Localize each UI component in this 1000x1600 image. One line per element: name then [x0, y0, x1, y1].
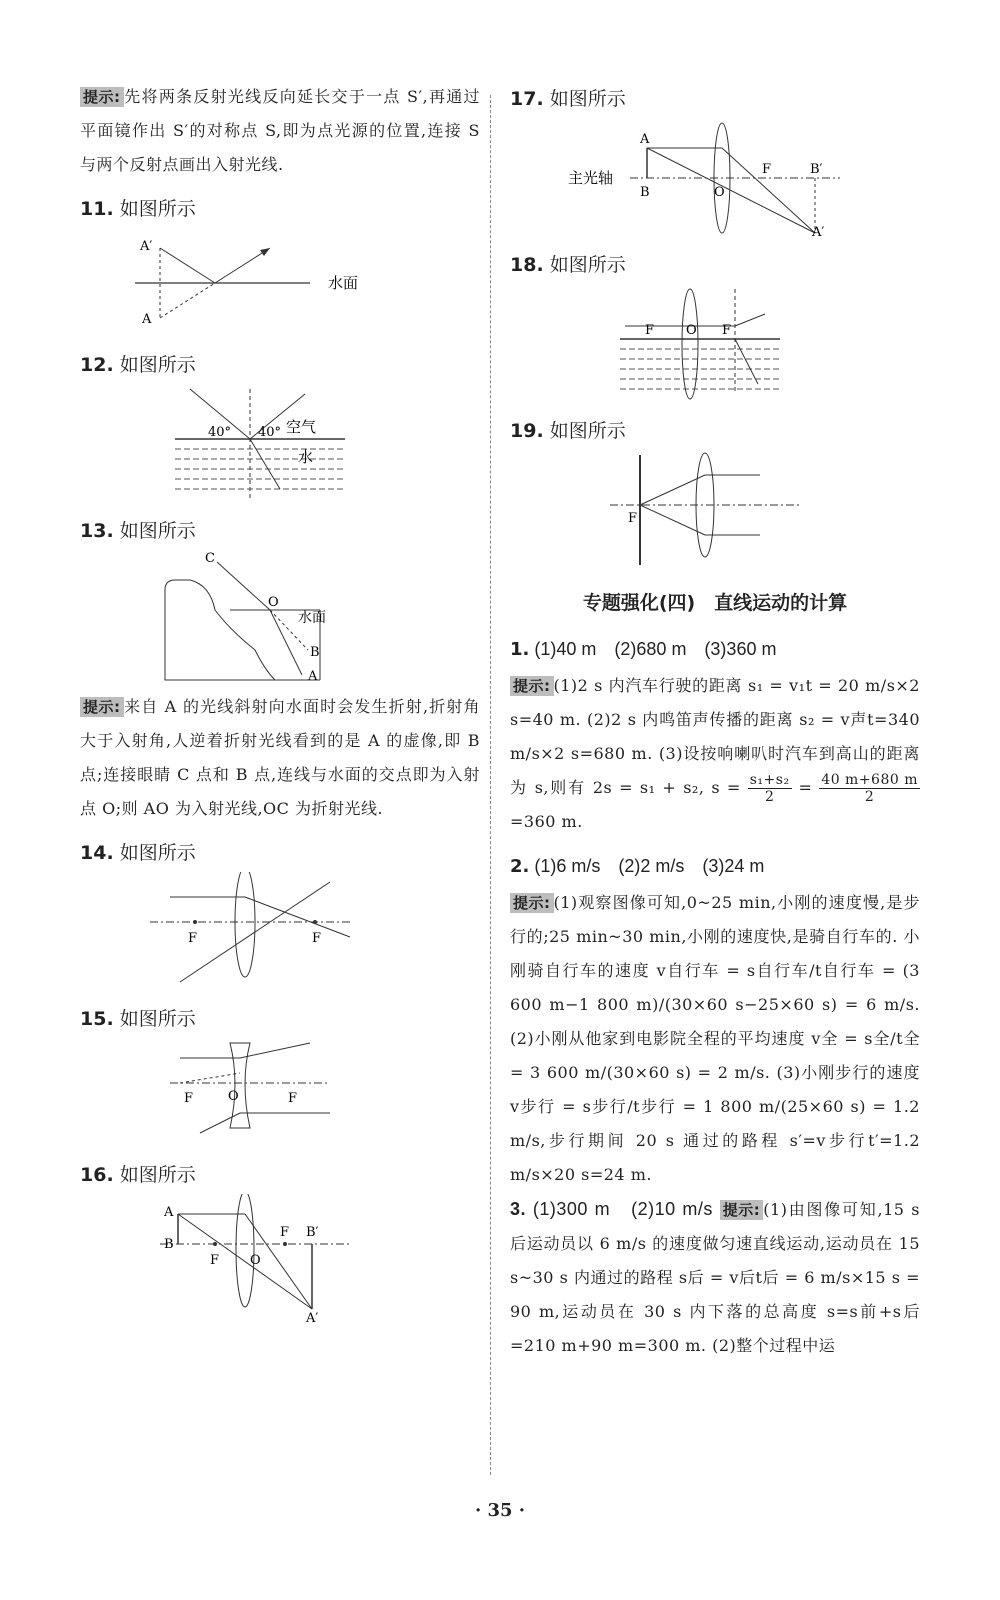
right-column: [510, 80, 920, 1363]
answer-2: 2. (1)6 m/s (2)2 m/s (3)24 m: [510, 856, 765, 877]
svg-text:O: O: [228, 1089, 239, 1104]
page-number: · 35 ·: [474, 1500, 526, 1521]
svg-text:40°: 40°: [208, 425, 232, 440]
figure-19: [510, 450, 840, 570]
figure-18: [510, 284, 840, 404]
svg-text:水面: 水面: [298, 610, 326, 626]
hint-label: 提示:: [510, 893, 554, 913]
section-title: 专题强化(四) 直线运动的计算: [582, 592, 848, 614]
fraction: $\frac{40 m+680 m}{2}$: [821, 772, 918, 805]
svg-text:A: A: [142, 312, 152, 327]
hint-label: 提示:: [80, 697, 124, 717]
question-15: 15. 如图所示: [80, 1008, 196, 1030]
svg-text:F: F: [184, 1091, 194, 1106]
question-18: 18. 如图所示: [510, 254, 626, 276]
svg-text:F: F: [312, 931, 322, 946]
question-13: 13. 如图所示: [80, 520, 196, 542]
figure-11: [80, 228, 380, 338]
svg-text:A: A: [164, 1205, 174, 1220]
figure-16: [80, 1194, 400, 1324]
svg-text:C: C: [205, 551, 215, 566]
tip-text: 来自 A 的光线斜射向水面时会发生折射,折射角大于入射角,人逆着折射光线看到的是 A 的虚像,即 B 点;连接眼睛 C 点和 B 点,连线与水面的交点即为入射点 O;则 AO 为入射光线,OC 为折射光线.: [80, 697, 480, 818]
tip-text: 先将两条反射光线反向延长交于一点 S′,再通过平面镜作出 S′的对称点 S,即为点光源的位置,连接 S 与两个反射点画出入射光线.: [80, 87, 480, 174]
svg-text:B: B: [310, 645, 320, 660]
svg-text:F: F: [628, 511, 638, 526]
svg-text:B′: B′: [306, 1225, 319, 1240]
svg-text:水面: 水面: [328, 274, 359, 292]
hint-label: 提示:: [720, 1200, 764, 1220]
svg-text:空气: 空气: [286, 418, 317, 436]
svg-text:F: F: [645, 323, 655, 338]
hint-label: 提示:: [80, 87, 124, 107]
figure-15: [80, 1038, 400, 1148]
tip-2: 提示: (1)观察图像可知,0~25 min,小刚的速度慢,是步行的;25 min~30 min,小刚的速度快,是骑自行车的. 小刚骑自行车的速度 v自行车 = s自行车/t自行车 = (3 600 m−1 800 m)/(30×60 s−25×60 s) = 6 m/s. (2)小刚从他家到电影院全程的平均速度 v全 = s全/t全 = 3 600 m/(30×60 s) = 2 m/s. (3)小刚步行的速度 v步行 = s步行/t步行 = 1 800 m/(25×60 s) = 1.2 m/s,步行期间 20 s 通过的路程 s′=v步行t′=1.2 m/s×20 s=24 m.: [510, 893, 920, 1184]
svg-text:A′: A′: [140, 239, 153, 254]
question-16: 16. 如图所示: [80, 1164, 196, 1186]
answer-3: 3. (1)300 m (2)10 m/s 提示: (1)由图像可知,15 s 后运动员以 6 m/s 的速度做匀速直线运动,运动员在 15 s~30 s 内通过的路程 s后 = v后t后 = 6 m/s×15 s = 90 m,运动员在 30 s 内下落的总高度 s=s前+s后=210 m+90 m=300 m. (2)整个过程中运: [510, 1199, 920, 1355]
left-column: [80, 80, 480, 1324]
question-17: 17. 如图所示: [510, 88, 626, 110]
answer-1: 1. (1)40 m (2)680 m (3)360 m: [510, 639, 777, 660]
svg-text:B: B: [164, 1237, 174, 1252]
tip-1: 提示: (1)2 s 内汽车行驶的距离 s₁ = v₁t = 20 m/s×2 s=40 m. (2)2 s 内鸣笛声传播的距离 s₂ = v声t=340 m/s×2 s=680 m. (3)设按响喇叭时汽车到高山的距离为 s,则有 2s = s₁ + s₂, s = $\frac{\text{s₁+s₂}}{2}$ = $\frac{40 m+680 m}{2} =360$ m.: [510, 676, 920, 831]
svg-text:O: O: [686, 323, 697, 338]
question-14: 14. 如图所示: [80, 842, 196, 864]
svg-text:F: F: [722, 323, 732, 338]
svg-text:F: F: [762, 162, 772, 177]
tip-13: [80, 690, 480, 826]
svg-text:水: 水: [298, 448, 314, 466]
figure-13: [80, 550, 400, 690]
figure-12: [80, 384, 380, 504]
svg-text:O: O: [268, 595, 279, 610]
svg-text:F: F: [280, 1225, 290, 1240]
svg-text:O: O: [714, 185, 725, 200]
svg-text:F: F: [210, 1253, 220, 1268]
question-19: 19. 如图所示: [510, 420, 626, 442]
fraction: $\frac{\text{s₁+s₂}}{2}$: [749, 772, 790, 805]
svg-text:O: O: [250, 1253, 261, 1268]
column-divider: [490, 95, 491, 1475]
question-11: 11. 如图所示: [80, 198, 196, 220]
question-12: 12. 如图所示: [80, 354, 196, 376]
svg-text:F: F: [288, 1091, 298, 1106]
figure-17: [510, 118, 840, 238]
svg-text:B′: B′: [810, 162, 823, 177]
svg-text:A′: A′: [812, 225, 825, 238]
svg-text:A: A: [308, 669, 318, 684]
tip-10: [80, 80, 480, 182]
svg-text:主光轴: 主光轴: [568, 169, 614, 187]
figure-14: [80, 872, 400, 992]
svg-text:40°: 40°: [258, 425, 282, 440]
svg-text:B: B: [640, 185, 650, 200]
svg-text:F: F: [188, 931, 198, 946]
hint-label: 提示:: [510, 676, 554, 696]
svg-text:A′: A′: [306, 1311, 319, 1324]
svg-text:A: A: [640, 132, 650, 147]
